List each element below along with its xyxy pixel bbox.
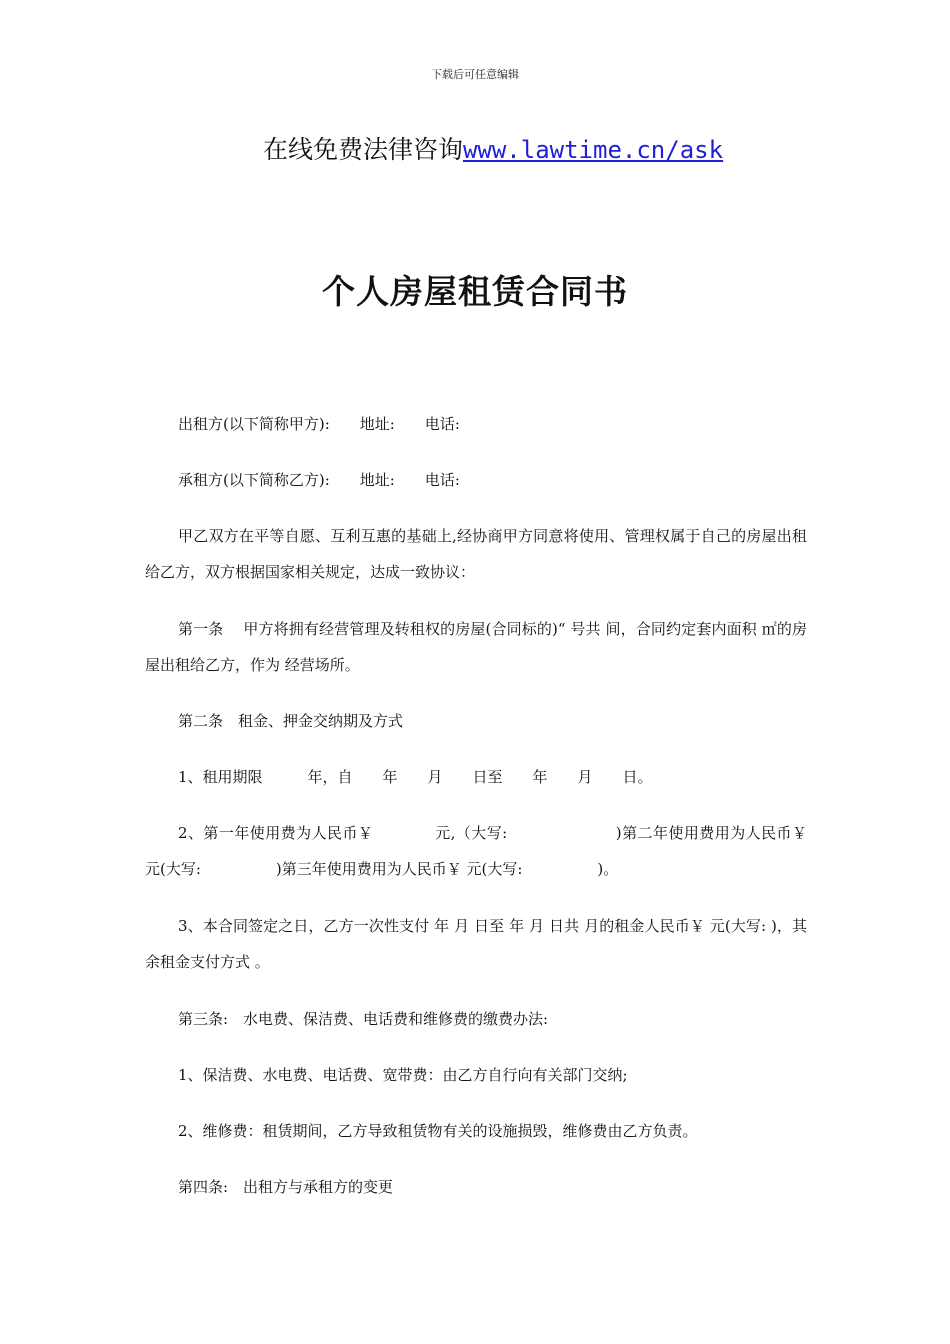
- article-2-heading: 第二条 租金、押金交纳期及方式: [178, 712, 404, 730]
- article-2-item-3: 3、本合同签定之日，乙方一次性支付 年 月 日至 年 月 日共 月的租金人民币￥ 元(大写: )，其余租金支付方式 。: [145, 917, 807, 971]
- party-b-line: 承租方(以下简称乙方): 地址: 电话:: [178, 471, 460, 489]
- consult-link[interactable]: www.lawtime.cn/ask: [462, 136, 724, 164]
- article-3-item-2: 2、维修费：租赁期间，乙方导致租赁物有关的设施损毁，维修费由乙方负责。: [178, 1122, 698, 1140]
- article-2-item-2: 2、第一年使用费为人民币￥ 元,（大写: )第二年使用费用为人民币￥ 元(大写: )第三年使用费用为人民币￥ 元(大写: )。: [145, 824, 807, 878]
- article-2-item-1: 1、租用期限 年，自 年 月 日至 年 月 日。: [178, 768, 653, 786]
- consult-text: 在线免费法律咨询: [262, 135, 463, 164]
- consult-line: [0, 134, 950, 166]
- party-a-line: 出租方(以下简称甲方): 地址: 电话:: [178, 415, 460, 433]
- header-note: 下载后可任意编辑: [431, 68, 519, 81]
- document-title: 个人房屋租赁合同书: [322, 272, 628, 311]
- article-3-heading: 第三条: 水电费、保洁费、电话费和维修费的缴费办法:: [178, 1010, 549, 1028]
- article-4-heading: 第四条: 出租方与承租方的变更: [178, 1178, 394, 1196]
- article-3-item-1: 1、保洁费、水电费、电话费、宽带费：由乙方自行向有关部门交纳;: [178, 1066, 628, 1084]
- preamble-paragraph: 甲乙双方在平等自愿、互利互惠的基础上,经协商甲方同意将使用、管理权属于自己的房屋出租给乙方，双方根据国家相关规定，达成一致协议：: [145, 527, 807, 581]
- article-1-paragraph: 第一条 甲方将拥有经营管理及转租权的房屋(合同标的)“ 号共 间，合同约定套内面积 ㎡的房屋出租给乙方，作为 经营场所。: [145, 620, 807, 674]
